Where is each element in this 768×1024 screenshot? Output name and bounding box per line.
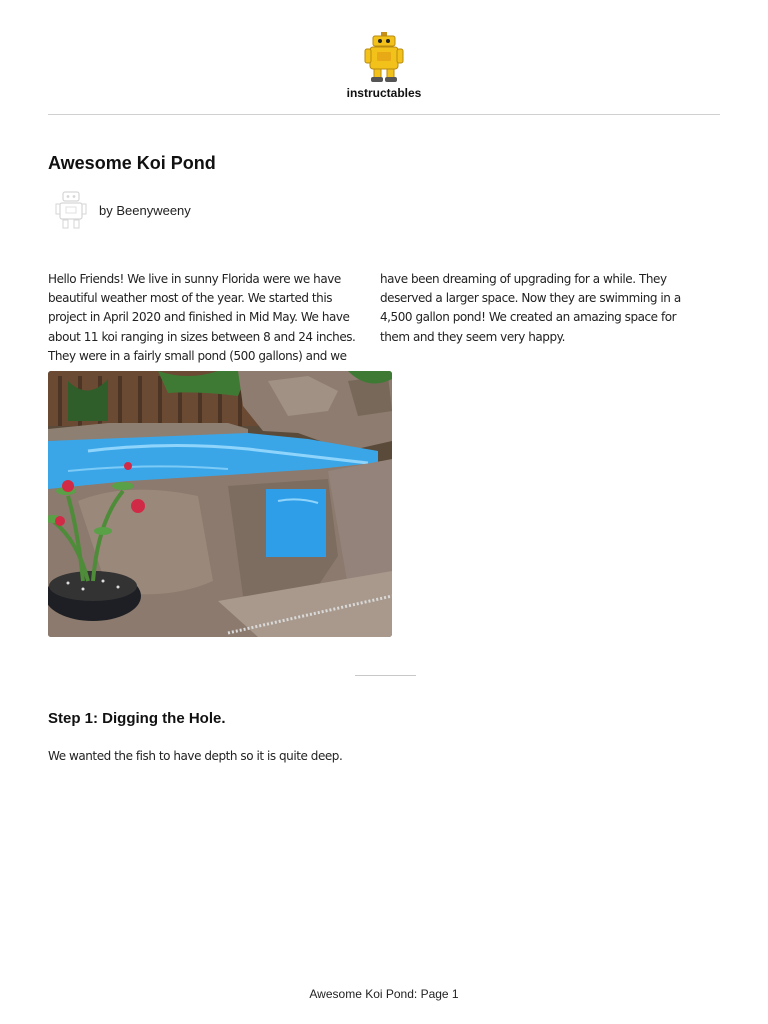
brand-name[interactable]: instructables	[346, 86, 422, 100]
header-divider	[48, 114, 720, 115]
page-title: Awesome Koi Pond	[48, 153, 216, 173]
section-divider	[355, 675, 416, 676]
author-avatar[interactable]	[54, 190, 88, 232]
author-byline[interactable]: by Beenyweeny	[99, 203, 191, 218]
step-1-title: Step 1: Digging the Hole.	[48, 710, 226, 727]
step-1-text: We wanted the fish to have depth so it is quite deep.	[48, 749, 343, 763]
site-header	[0, 30, 768, 100]
page-footer: Awesome Koi Pond: Page 1	[309, 987, 459, 1001]
intro-paragraph: Hello Friends! We live in sunny Florida were we have beautiful weather most of the year. We started this project in April 2020 and finished in Mid May. We have about 11 koi ranging in sizes between 8 and 24 inches. They were in a fairly small pond (500 gallons) and we have been dreaming of upgrading for a while. They deserved a larger space. Now they are swimming in a 4,500 gallon pond! We created an amazing space for them and they seem very happy.	[48, 272, 681, 363]
instructables-robot-logo-icon[interactable]	[362, 30, 406, 84]
koi-pond-photo	[48, 371, 392, 637]
